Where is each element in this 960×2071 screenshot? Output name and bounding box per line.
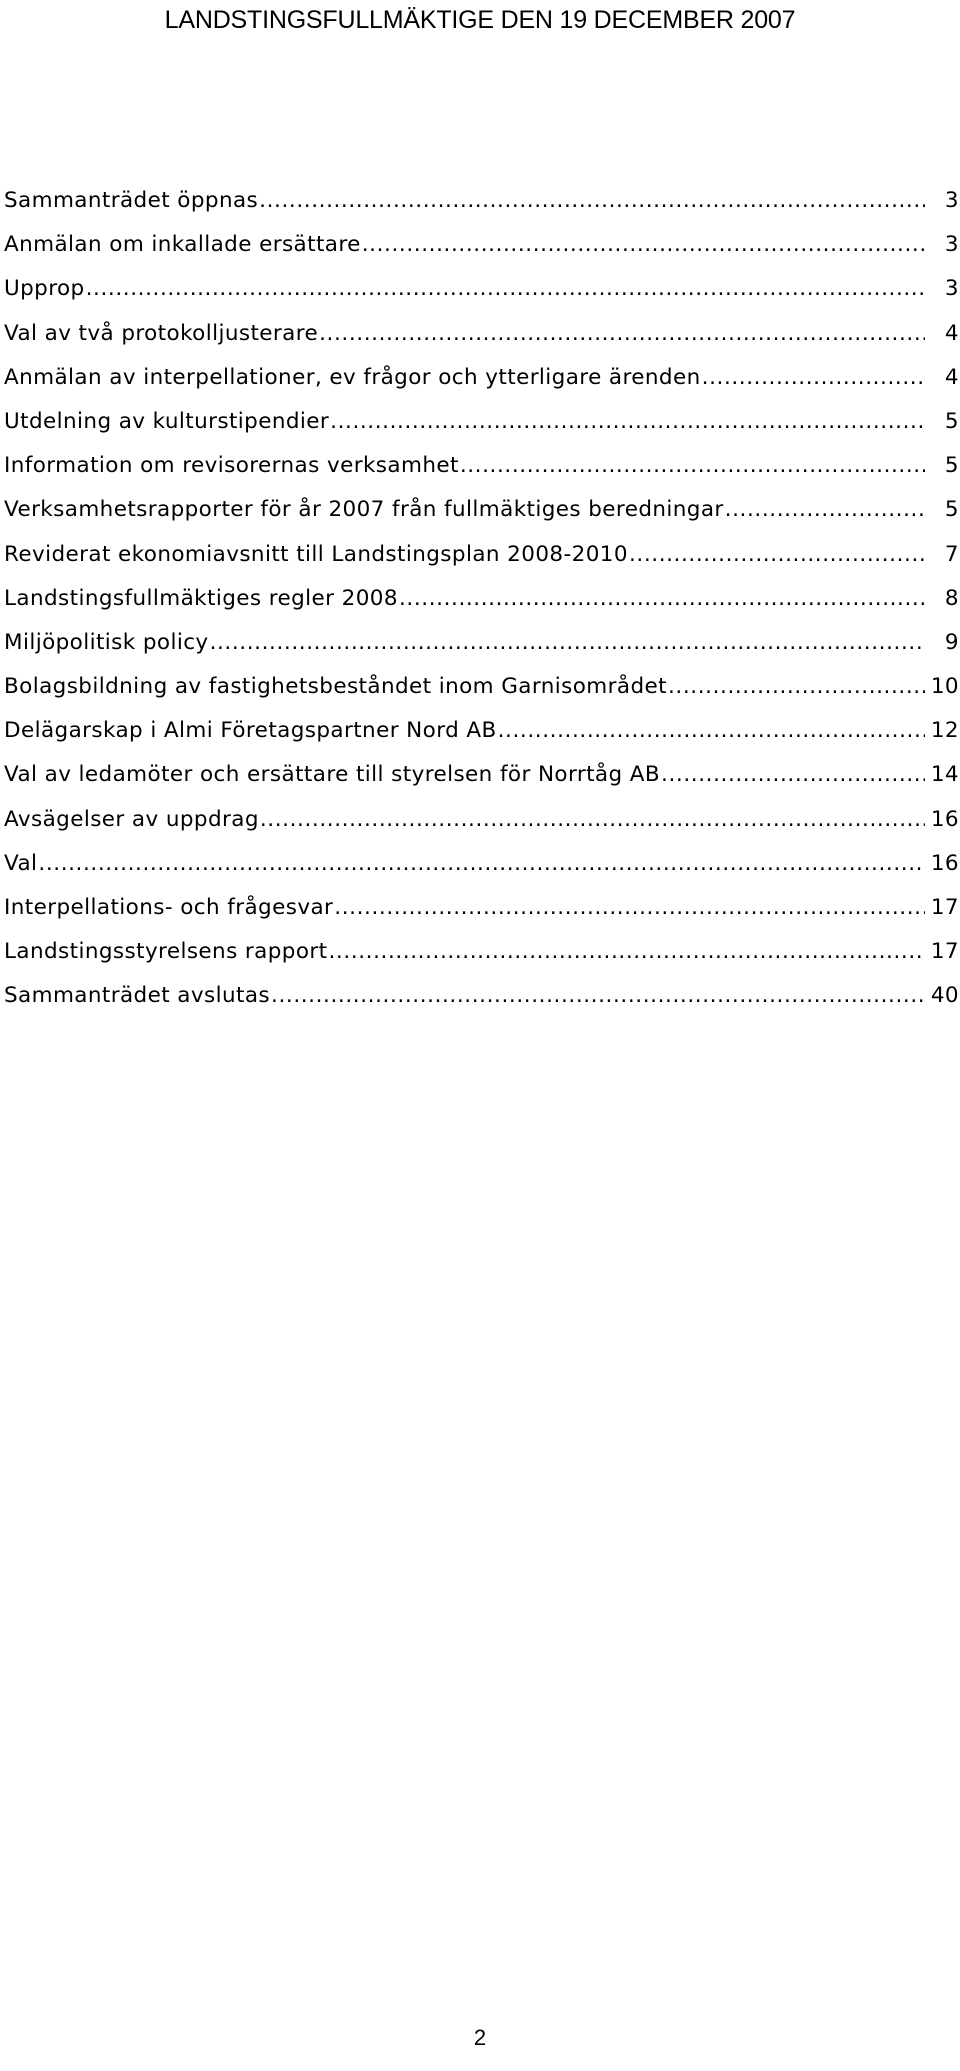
toc-dot-leader xyxy=(271,983,925,1008)
toc-entry[interactable] xyxy=(4,365,959,409)
toc-dot-leader xyxy=(661,762,925,787)
toc-dot-leader xyxy=(86,276,925,301)
toc-entry-title: Val av två protokolljusterare xyxy=(4,320,319,346)
toc-entry-title: Landstingsfullmäktiges regler 2008 xyxy=(4,585,398,611)
toc-dot-leader xyxy=(319,321,925,346)
toc-entry-title: Anmälan av interpellationer, ev frågor och ytterligare ärenden xyxy=(4,364,701,390)
toc-entry-title: Val xyxy=(4,850,38,876)
toc-entry-page: 9 xyxy=(944,629,959,655)
toc-entry-page: 17 xyxy=(930,895,959,920)
toc-entry-title: Sammanträdet avslutas xyxy=(4,983,271,1009)
toc-dot-leader xyxy=(702,365,925,390)
toc-entry-title: Sammanträdet öppnas xyxy=(4,188,259,213)
toc-dot-leader xyxy=(460,453,925,478)
toc-entry[interactable] xyxy=(4,630,959,674)
toc-entry-title: Avsägelser av uppdrag xyxy=(4,806,259,832)
toc-entry[interactable] xyxy=(4,232,959,276)
toc-dot-leader xyxy=(399,586,925,611)
toc-entry-page: 3 xyxy=(944,188,959,213)
toc-entry-title: Landstingsstyrelsens rapport xyxy=(4,939,328,965)
toc-entry-title: Information om revisorernas verksamhet xyxy=(4,453,459,479)
toc-entry[interactable] xyxy=(4,276,959,320)
table-of-contents xyxy=(4,188,959,1028)
toc-entry[interactable] xyxy=(4,983,959,1027)
toc-entry-page: 5 xyxy=(944,497,959,523)
toc-entry[interactable] xyxy=(4,718,959,762)
toc-dot-leader xyxy=(330,409,925,434)
toc-entry-page: 17 xyxy=(930,939,959,965)
toc-entry[interactable] xyxy=(4,807,959,851)
toc-entry-title: Interpellations- och frågesvar xyxy=(4,895,334,920)
toc-entry[interactable] xyxy=(4,939,959,983)
toc-entry-page: 3 xyxy=(944,232,959,258)
toc-entry-title: Anmälan om inkallade ersättare xyxy=(4,232,361,258)
toc-dot-leader xyxy=(210,630,925,655)
toc-dot-leader xyxy=(668,674,925,699)
toc-entry[interactable] xyxy=(4,409,959,453)
toc-dot-leader xyxy=(362,232,925,257)
toc-dot-leader xyxy=(629,542,925,567)
toc-entry-page: 40 xyxy=(930,983,959,1009)
page-header: LANDSTINGSFULLMÄKTIGE DEN 19 DECEMBER 2007 xyxy=(164,6,796,34)
toc-entry-title: Miljöpolitisk policy xyxy=(4,629,209,655)
toc-dot-leader xyxy=(498,718,925,743)
toc-entry[interactable] xyxy=(4,851,959,895)
toc-entry-title: Delägarskap i Almi Företagspartner Nord AB xyxy=(4,718,497,744)
toc-entry[interactable] xyxy=(4,188,959,232)
toc-entry-page: 5 xyxy=(944,408,959,434)
toc-entry-title: Verksamhetsrapporter för år 2007 från fullmäktiges beredningar xyxy=(4,497,724,523)
toc-entry[interactable] xyxy=(4,674,959,718)
toc-dot-leader xyxy=(259,188,925,213)
toc-dot-leader xyxy=(38,851,924,876)
toc-entry-page: 5 xyxy=(944,453,959,479)
toc-entry-page: 10 xyxy=(930,674,959,700)
toc-entry[interactable] xyxy=(4,321,959,365)
toc-entry-title: Bolagsbildning av fastighetsbeståndet inom Garnisområdet xyxy=(4,674,667,700)
page-number: 2 xyxy=(473,2025,487,2050)
toc-entry-page: 3 xyxy=(944,276,959,302)
toc-dot-leader xyxy=(725,497,925,522)
toc-dot-leader xyxy=(260,807,925,832)
toc-entry-page: 16 xyxy=(930,806,959,832)
toc-entry-page: 16 xyxy=(930,850,959,876)
toc-entry-page: 8 xyxy=(944,585,959,611)
toc-entry-page: 12 xyxy=(930,718,959,744)
toc-entry[interactable] xyxy=(4,895,959,939)
toc-entry-title: Val av ledamöter och ersättare till styrelsen för Norrtåg AB xyxy=(4,762,661,788)
toc-entry[interactable] xyxy=(4,542,959,586)
toc-entry-title: Utdelning av kulturstipendier xyxy=(4,408,330,434)
toc-entry-page: 4 xyxy=(944,364,959,390)
toc-dot-leader xyxy=(334,895,925,920)
toc-entry[interactable] xyxy=(4,453,959,497)
toc-entry[interactable] xyxy=(4,762,959,806)
toc-entry-page: 4 xyxy=(944,320,959,346)
toc-entry-title: Reviderat ekonomiavsnitt till Landstingsplan 2008-2010 xyxy=(4,541,628,567)
toc-entry-title: Upprop xyxy=(4,276,85,302)
toc-dot-leader xyxy=(328,939,924,964)
toc-entry-page: 7 xyxy=(944,541,959,567)
toc-entry[interactable] xyxy=(4,586,959,630)
toc-entry[interactable] xyxy=(4,497,959,541)
toc-entry-page: 14 xyxy=(930,762,959,788)
